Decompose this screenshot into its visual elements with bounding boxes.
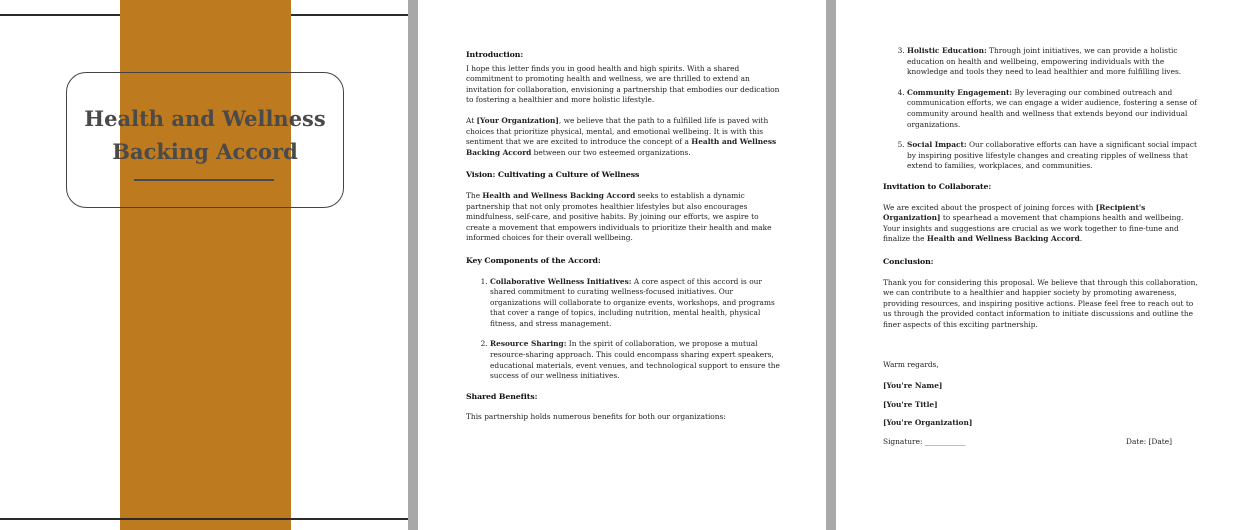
invitation-paragraph: We are excited about the prospect of joining forces with [Recipient's Organization] to spearhead a movement that champions health and wellbeing. Your insights and suggestions are crucial as we work together to fine-tune and finalize the Health and Wellness Backing Accord. [883,202,1184,244]
list-item: 2. Resource Sharing: In the spirit of collaboration, we propose a mutual resource-sharing approach. This could encompass sharing expert speakers, educational materials, event venues, and technological support to ensure the success of our wellness initiatives. [490,339,782,381]
document-page-3 [836,0,1244,530]
invitation-heading: Invitation to Collaborate: [883,181,992,191]
intro-paragraph-2: At [Your Organization], we believe that the path to a fulfilled life is paved with choices that prioritize physical, mental, and emotional wellbeing. It is with this sentiment that we are excited to introduce the concept of a Health and Wellness Backing Accord between our two esteemed organizations. [466,115,777,157]
sender-title: [You're Title] [883,399,938,409]
key-components-list [466,277,782,382]
sender-name: [You're Name] [883,381,943,391]
vision-heading: Vision: Cultivating a Culture of Wellness [466,170,640,180]
benefits-list [883,46,1199,172]
vision-paragraph: The Health and Wellness Backing Accord seeks to establish a dynamic partnership that not only promotes healthier lifestyles but also encourages mindfulness, self-care, and positive habits. By joining our efforts, we aspire to create a movement that empowers individuals to prioritize their health and make informed choices for their overall wellbeing. [466,190,772,243]
signature-field: Signature: ___________ [883,436,966,446]
shared-benefits-paragraph: This partnership holds numerous benefits for both our organizations: [466,412,726,422]
cover-title-underline [134,179,274,181]
cover-title-line1: Health and Wellness [84,106,326,131]
list-item: 5. Social Impact: Our collaborative efforts can have a significant social impact by inspiring positive lifestyle changes and creating ripples of wellness that extend to families, workplaces, and communities. [907,140,1199,172]
cover-bottom-rule [0,518,408,520]
conclusion-heading: Conclusion: [883,256,934,266]
cover-page [0,0,408,530]
intro-paragraph-1: I hope this letter finds you in good health and high spirits. With a shared commitment to promoting health and wellness, we are thrilled to extend an invitation for collaboration, envisioning a partnership that embodies our dedication to fostering a healthier and more holistic lifestyle. [466,63,780,105]
cover-title-line2: Backing Accord [112,139,298,164]
list-item: 1. Collaborative Wellness Initiatives: A core aspect of this accord is our shared commitment to curating wellness-focused initiatives. Our organizations will collaborate to organize events, workshops, and programs that cover a range of topics, including nutrition, mental health, physical fitness, and stress management. [490,277,782,330]
conclusion-paragraph: Thank you for considering this proposal. We believe that through this collaboration, we can contribute to a healthier and happier society by promoting awareness, providing resources, and inspiring positive actions. Please feel free to reach out to us through the provided contact information to initiate discussions and outline the finer aspects of this exciting partnership. [883,277,1198,329]
intro-heading: Introduction: [466,50,524,59]
date-field: Date: [Date] [1126,436,1172,446]
page-2-content [466,50,782,433]
list-item: 3. Holistic Education: Through joint initiatives, we can provide a holistic education on health and wellbeing, empowering individuals with the knowledge and tools they need to lead healthier and more fulfilling lives. [907,46,1199,78]
sender-organization: [You're Organization] [883,418,973,428]
cover-title [66,102,344,168]
document-page-2 [418,0,826,530]
shared-benefits-heading: Shared Benefits: [466,391,538,401]
signature-row [883,437,1199,448]
list-item: 4. Community Engagement: By leveraging our combined outreach and communication efforts, we can engage a wider audience, fostering a sense of community around health and wellness that extends beyond our individual organizations. [907,88,1199,130]
page-3-content [883,46,1199,447]
closing-regards: Warm regards, [883,360,939,370]
key-components-heading: Key Components of the Accord: [466,255,601,265]
